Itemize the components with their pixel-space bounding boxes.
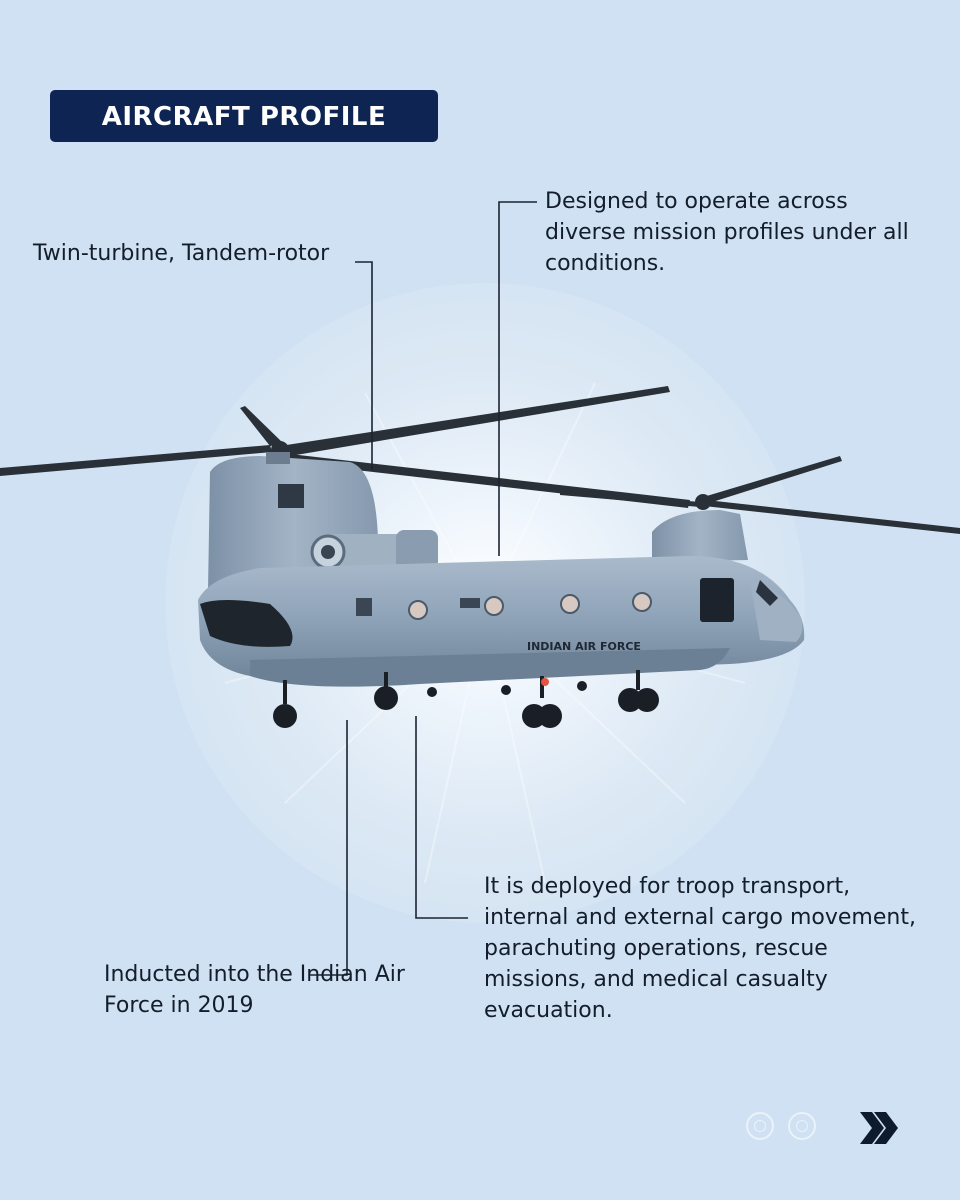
callout-roles: It is deployed for troop transport, internal and external cargo movement, parachuting operations, rescue missions, and medical casualty evacuation. <box>484 874 916 1023</box>
emblem-icon <box>788 1112 816 1140</box>
double-chevron-right-icon[interactable] <box>858 1110 900 1146</box>
leader-line-roles <box>416 716 468 918</box>
callout-missions: Designed to operate across diverse mission profiles under all conditions. <box>545 189 909 276</box>
page-title: AIRCRAFT PROFILE <box>50 90 438 142</box>
livery-text: INDIAN AIR FORCE <box>527 640 641 653</box>
callout-inducted: Inducted into the Indian Air Force in 2019 <box>104 962 405 1018</box>
emblem-icon <box>746 1112 774 1140</box>
leader-line-rotor <box>355 262 372 470</box>
carousel-navigation <box>746 1110 906 1146</box>
leader-line-missions <box>499 202 537 556</box>
leader-line-inducted <box>310 720 347 975</box>
callout-rotor: Twin-turbine, Tandem-rotor <box>33 241 330 266</box>
